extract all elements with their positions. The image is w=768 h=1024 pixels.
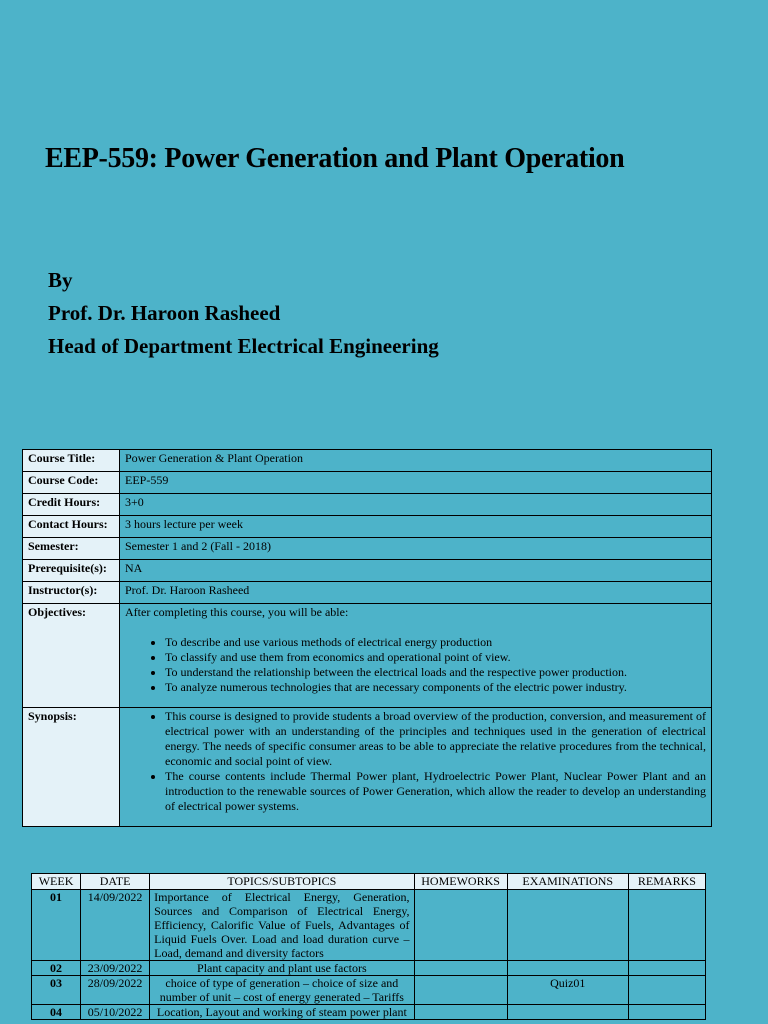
homeworks-header: HOMEWORKS xyxy=(414,874,507,890)
week-header: WEEK xyxy=(32,874,81,890)
schedule-header-row xyxy=(32,874,706,890)
topic-cell: Plant capacity and plant use factors xyxy=(150,961,414,976)
topic-cell: Location, Layout and working of steam power plant xyxy=(150,1005,414,1020)
synopsis-list xyxy=(125,709,706,814)
prerequisite-row xyxy=(23,560,712,582)
synopsis-item: • The course contents include Thermal Power plant, Hydroelectric Power Plant, Nuclear Power Plant and an introduction to the renewable sources of Power Generation, which allow the reader to develop an understanding of electrical power systems. xyxy=(165,769,706,814)
credit-hours-value: 3+0 xyxy=(120,494,712,516)
course-code-row xyxy=(23,472,712,494)
contact-hours-row xyxy=(23,516,712,538)
table-row xyxy=(32,890,706,961)
author-block xyxy=(48,264,439,363)
week-cell: 04 xyxy=(32,1005,81,1020)
synopsis-label: Synopsis: xyxy=(23,708,120,827)
table-row xyxy=(32,1005,706,1020)
semester-label: Semester: xyxy=(23,538,120,560)
document-title: EEP-559: Power Generation and Plant Operation xyxy=(45,143,625,174)
contact-hours-value: 3 hours lecture per week xyxy=(120,516,712,538)
contact-hours-label: Contact Hours: xyxy=(23,516,120,538)
objectives-list xyxy=(125,635,706,695)
exam-cell: Quiz01 xyxy=(507,976,628,1005)
topic-cell: choice of type of generation – choice of size and number of unit – cost of energy generated – Tariffs xyxy=(150,976,414,1005)
homework-cell xyxy=(414,976,507,1005)
topic-cell: Importance of Electrical Energy, Generation, Sources and Comparison of Electrical Energy, Efficiency, Calorific Value of Fuels, Advantages of Liquid Fuels Over. Load and load duration curve – Load, demand and diversity factors xyxy=(150,890,414,961)
remarks-cell xyxy=(628,976,705,1005)
credit-hours-row xyxy=(23,494,712,516)
week-cell: 01 xyxy=(32,890,81,961)
exam-cell xyxy=(507,961,628,976)
objective-item: • To describe and use various methods of electrical energy production xyxy=(165,635,706,650)
instructor-value: Prof. Dr. Haroon Rasheed xyxy=(120,582,712,604)
synopsis-item: • This course is designed to provide students a broad overview of the production, conversion, and measurement of electrical power with an understanding of the principles and techniques used in the generation of electrical energy. The needs of specific consumer areas to be able to appreciate the relative procedures from the technical, economic and social point of view. xyxy=(165,709,706,769)
course-title-label: Course Title: xyxy=(23,450,120,472)
week-cell: 03 xyxy=(32,976,81,1005)
homework-cell xyxy=(414,890,507,961)
semester-row xyxy=(23,538,712,560)
table-row xyxy=(32,961,706,976)
homework-cell xyxy=(414,1005,507,1020)
examinations-header: EXAMINATIONS xyxy=(507,874,628,890)
credit-hours-label: Credit Hours: xyxy=(23,494,120,516)
objectives-intro: After completing this course, you will be able: xyxy=(125,605,349,619)
exam-cell xyxy=(507,1005,628,1020)
objectives-value xyxy=(120,604,712,708)
remarks-cell xyxy=(628,890,705,961)
author-name: Prof. Dr. Haroon Rasheed xyxy=(48,301,281,325)
exam-cell xyxy=(507,890,628,961)
course-code-value: EEP-559 xyxy=(120,472,712,494)
synopsis-row xyxy=(23,708,712,827)
semester-value: Semester 1 and 2 (Fall - 2018) xyxy=(120,538,712,560)
objectives-label: Objectives: xyxy=(23,604,120,708)
remarks-cell xyxy=(628,1005,705,1020)
remarks-header: REMARKS xyxy=(628,874,705,890)
date-header: DATE xyxy=(81,874,150,890)
schedule-table xyxy=(31,873,706,1020)
topics-header: TOPICS/SUBTOPICS xyxy=(150,874,414,890)
remarks-cell xyxy=(628,961,705,976)
objective-item: • To analyze numerous technologies that are necessary components of the electric power industry. xyxy=(165,680,706,695)
course-title-row xyxy=(23,450,712,472)
date-cell: 28/09/2022 xyxy=(81,976,150,1005)
instructor-row xyxy=(23,582,712,604)
week-cell: 02 xyxy=(32,961,81,976)
table-row xyxy=(32,976,706,1005)
prerequisite-value: NA xyxy=(120,560,712,582)
instructor-label: Instructor(s): xyxy=(23,582,120,604)
course-info-table xyxy=(22,449,712,827)
date-cell: 05/10/2022 xyxy=(81,1005,150,1020)
course-title-value: Power Generation & Plant Operation xyxy=(120,450,712,472)
course-code-label: Course Code: xyxy=(23,472,120,494)
date-cell: 23/09/2022 xyxy=(81,961,150,976)
objective-item: • To understand the relationship between the electrical loads and the respective power production. xyxy=(165,665,706,680)
prerequisite-label: Prerequisite(s): xyxy=(23,560,120,582)
author-role: Head of Department Electrical Engineering xyxy=(48,334,439,358)
author-by: By xyxy=(48,268,73,292)
date-cell: 14/09/2022 xyxy=(81,890,150,961)
homework-cell xyxy=(414,961,507,976)
objectives-row xyxy=(23,604,712,708)
objective-item: • To classify and use them from economics and operational point of view. xyxy=(165,650,706,665)
synopsis-value xyxy=(120,708,712,827)
